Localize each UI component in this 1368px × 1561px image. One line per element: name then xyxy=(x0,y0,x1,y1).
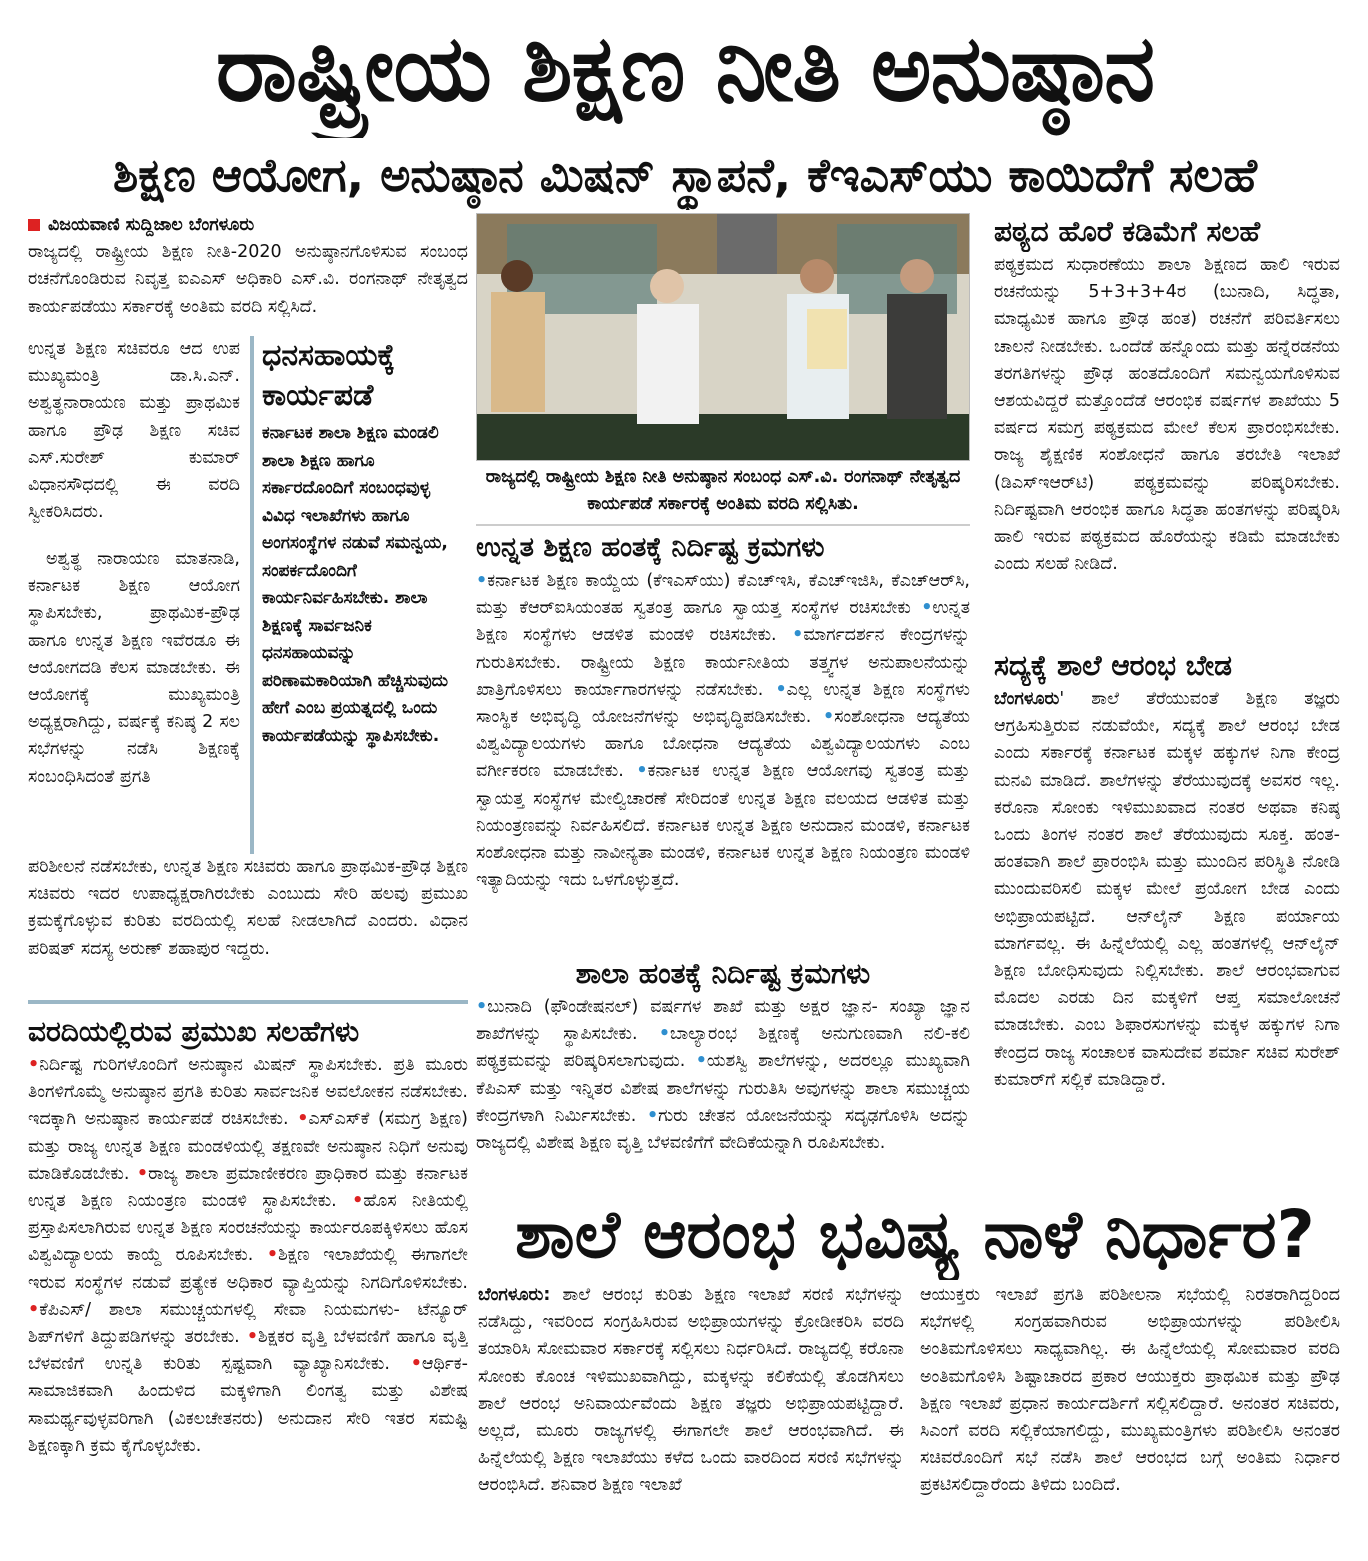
recommendations-title: ವರದಿಯಲ್ಲಿರುವ ಪ್ರಮುಖ ಸಲಹೆಗಳು xyxy=(28,1015,360,1048)
no-school-body: ' ಶಾಲೆ ತೆರೆಯುವಂತೆ ಶಿಕ್ಷಣ ತಜ್ಞರು ಆಗ್ರಹಿಸುತ್ತಿರುವ ನಡುವೆಯೇ, ಸದ್ಯಕ್ಕೆ ಶಾಲೆ ಆರಂಭ ಬೇಡ ಎಂದು ಸರ್ಕಾರಕ್ಕೆ ಕರ್ನಾಟಕ ಮಕ್ಕಳ ಹಕ್ಕುಗಳ ನಿಗಾ ಕೇಂದ್ರ ಮನವಿ ಮಾಡಿದೆ. ಶಾಲೆಗಳನ್ನು ತೆರೆಯುವುದಕ್ಕೆ ಅವಸರ ಇಲ್ಲ. ಕರೊನಾ ಸೋಂಕು ಇಳಿಮುಖವಾದ ನಂತರ ಅಥವಾ ಕನಿಷ್ಠ ಒಂದು ತಿಂಗಳ ನಂತರ ಶಾಲೆ ತೆರೆಯುವುದು ಸೂಕ್ತ. ಹಂತ-ಹಂತವಾಗಿ ಶಾಲೆ ಪ್ರಾರಂಭಿಸಿ ಮತ್ತು ಮುಂದಿನ ಪರಿಸ್ಥಿತಿ ನೋಡಿ ಮುಂದುವರಿಸಲಿ ಮಕ್ಕಳ ಮೇಲೆ ಪ್ರಯೋಗ ಬೇಡ ಎಂದು ಅಭಿಪ್ರಾಯಪಟ್ಟಿದೆ. ಆನ್‌ಲೈನ್ ಶಿಕ್ಷಣ ಪರ್ಯಾಯ ಮಾರ್ಗವಲ್ಲ. ಈ ಹಿನ್ನೆಲೆಯಲ್ಲಿ ಎಲ್ಲ ಹಂತಗಳಲ್ಲಿ ಆನ್‌ಲೈನ್ ಶಿಕ್ಷಣ ಬೋಧಿಸುವುದು ನಿಲ್ಲಿಸಬೇಕು. ಶಾಲೆ ಆರಂಭವಾಗುವ ಮೊದಲ ಎರಡು ದಿನ ಮಕ್ಕಳಿಗೆ ಆಪ್ತ ಸಮಾಲೋಚನೆ ಮಾಡಬೇಕು. ಎಂಬ ಶಿಫಾರಸುಗಳನ್ನು ಮಕ್ಕಳ ಹಕ್ಕುಗಳ ನಿಗಾ ಕೇಂದ್ರದ ರಾಜ್ಯ ಸಂಚಾಲಕ ವಾಸುದೇವ ಶರ್ಮಾ ಸಚಿವ ಸುರೇಶ್ ಕುಮಾರ್‌ಗೆ ಸಲ್ಲಿಕೆ ಮಾಡಿದ್ದಾರೆ. xyxy=(994,689,1340,1090)
sc-item-4: ಗುರು ಚೇತನ ಯೋಜನೆಯನ್ನು ಸದೃಢಗೊಳಿಸಿ ಅದನ್ನು ರಾಜ್ಯದಲ್ಲಿ ವಿಶೇಷ ಶಿಕ್ಷಣ ವೃತ್ತಿ ಬೆಳವಣಿಗೆಗೆ ವೇದಿಕೆಯನ್ನಾಗಿ ರೂಪಿಸಬೇಕು. xyxy=(476,1105,970,1154)
rec-bullet-icon: • xyxy=(28,1299,40,1320)
he-bullet-icon: • xyxy=(636,761,648,782)
rec-item-3: ರಾಜ್ಯ ಶಾಲಾ ಪ್ರಮಾಣೀಕರಣ ಪ್ರಾಧಿಕಾರ ಮತ್ತು ಕರ್ನಾಟಕ ಉನ್ನತ ಶಿಕ್ಷಣ ನಿಯಂತ್ರಣ ಮಂಡಳಿ ಸ್ಥಾಪಿಸಬೇಕು. xyxy=(28,1163,468,1212)
lead-narrow-1-text: ಉನ್ನತ ಶಿಕ್ಷಣ ಸಚಿವರೂ ಆದ ಉಪ ಮುಖ್ಯಮಂತ್ರಿ ಡಾ.ಸಿ.ಎನ್. ಅಶ್ವತ್ಥನಾರಾಯಣ ಮತ್ತು ಪ್ರಾಥಮಿಕ ಹಾಗೂ ಪ್ರೌಢ ಶಿಕ್ಷಣ ಸಚಿವ ಎಸ್.ಸುರೇಶ್ ಕುಮಾರ್ ವಿಧಾನಸೌಧದಲ್ಲಿ ಈ ವರದಿ ಸ್ವೀಕರಿಸಿದರು. xyxy=(28,339,240,523)
rec-bullet-icon: • xyxy=(136,1163,149,1184)
he-bullet-icon: • xyxy=(476,571,488,591)
rec-bullet-icon: • xyxy=(352,1191,364,1212)
curriculum-title: ಪಠ್ಯದ ಹೊರೆ ಕಡಿಮೆಗೆ ಸಲಹೆ xyxy=(994,215,1261,248)
rec-bullet-icon: • xyxy=(246,1327,259,1348)
story2-dateline: ಬೆಂಗಳೂರು: xyxy=(478,1285,551,1305)
he-item-6: ಕರ್ನಾಟಕ ಉನ್ನತ ಶಿಕ್ಷಣ ಆಯೋಗವು ಸ್ವತಂತ್ರ ಮತ್ತು ಸ್ವಾಯತ್ತ ಸಂಸ್ಥೆಗಳ ಮೇಲ್ವಿಚಾರಣೆ ಸೇರಿದಂತೆ ಉನ್ನತ ಶಿಕ್ಷಣ ವಲಯದ ಆಡಳಿತ ಮತ್ತು ನಿಯಂತ್ರಣವನ್ನು ನಿರ್ವಹಿಸಲಿದೆ. ಕರ್ನಾಟಕ ಉನ್ನತ ಶಿಕ್ಷಣ ಅನುದಾನ ಮಂಡಳಿ, ಕರ್ನಾಟಕ ಸಂಶೋಧನಾ ಮತ್ತು ನಾವೀನ್ಯತಾ ಮಂಡಳಿ, ಕರ್ನಾಟಕ ಉನ್ನತ ಶಿಕ್ಷಣ ನಿಯಂತ್ರಣ ಮಂಡಳಿ ಇತ್ಯಾದಿಯನ್ನು ಇದು ಒಳಗೊಳ್ಳುತ್ತದೆ. xyxy=(476,761,970,891)
rec-bullet-icon: • xyxy=(297,1109,309,1130)
lead-continued xyxy=(28,854,468,990)
higher-ed-list xyxy=(476,568,970,948)
recommendations-list xyxy=(28,1052,468,1552)
byline-marker-icon xyxy=(28,219,40,231)
photo-caption: ರಾಜ್ಯದಲ್ಲಿ ರಾಷ್ಟ್ರೀಯ ಶಿಕ್ಷಣ ನೀತಿ ಅನುಷ್ಠಾನ ಸಂಬಂಧ ಎಸ್.ವಿ. ರಂಗನಾಥ್ ನೇತೃತ್ವದ ಕಾರ್ಯಪಡೆ ಸರ್ಕಾರಕ್ಕೆ ಅಂತಿಮ ವರದಿ ಸಲ್ಲಿಸಿತು. xyxy=(485,467,961,514)
photo-illustration xyxy=(477,214,969,460)
rec-item-4: ಹೊಸ ನೀತಿಯಲ್ಲಿ ಪ್ರಸ್ತಾಪಿಸಲಾಗಿರುವ ಉನ್ನತ ಶಿಕ್ಷಣ ಸಂರಚನೆಯನ್ನು ಕಾರ್ಯರೂಪಕ್ಕಿಳಿಸಲು ಹೊಸ ವಿಶ್ವವಿದ್ಯಾಲಯ ಕಾಯ್ದೆ ರೂಪಿಸಬೇಕು. xyxy=(28,1191,468,1266)
sc-item-3: ಯಶಸ್ವಿ ಶಾಲೆಗಳನ್ನು, ಅದರಲ್ಲೂ ಮುಖ್ಯವಾಗಿ ಕೆಪಿಎಸ್ ಮತ್ತು ಇನ್ನಿತರ ವಿಶೇಷ ಶಾಲೆಗಳನ್ನು ಗುರುತಿಸಿ ಅವುಗಳನ್ನು ಶಾಲಾ ಸಮುಚ್ಚಯ ಕೇಂದ್ರಗಳಾಗಿ ನಿರ್ಮಿಸಬೇಕು. xyxy=(476,1051,970,1126)
he-bullet-icon: • xyxy=(921,598,933,619)
sc-item-2: ಬಾಲ್ಯಾರಂಭ ಶಿಕ್ಷಣಕ್ಕೆ ಅನುಗುಣವಾಗಿ ನಲಿ-ಕಲಿ ಪಠ್ಯಕ್ರಮವನ್ನು ಪರಿಷ್ಕರಿಸಲಾಗುವುದು. xyxy=(476,1024,970,1072)
lead-top xyxy=(28,212,468,336)
sc-bullet-icon: • xyxy=(695,1051,707,1072)
center-rule-top xyxy=(476,524,970,526)
story2-col1 xyxy=(478,1282,904,1552)
he-item-2: ಉನ್ನತ ಶಿಕ್ಷಣ ಸಂಸ್ಥೆಗಳು ಆಡಳಿತ ಮಂಡಳಿ ರಚಿಸಬೇಕು. xyxy=(476,598,970,646)
no-school-text xyxy=(994,686,1340,1186)
rec-bullet-icon: • xyxy=(28,1055,40,1075)
sc-bullet-icon: • xyxy=(658,1024,670,1045)
rec-bullet-icon: • xyxy=(266,1245,279,1266)
sc-item-1: ಬುನಾದಿ (ಫೌಂಡೇಷನಲ್) ವರ್ಷಗಳ ಶಾಖೆ ಮತ್ತು ಅಕ್ಷರ ಜ್ಞಾನ- ಸಂಖ್ಯಾ ಜ್ಞಾನ ಶಾಖೆಗಳನ್ನು ಸ್ಥಾಪಿಸಬೇಕು. xyxy=(476,997,970,1045)
funding-box-text: ಕರ್ನಾಟಕ ಶಾಲಾ ಶಿಕ್ಷಣ ಮಂಡಲಿ ಶಾಲಾ ಶಿಕ್ಷಣ ಹಾಗೂ ಸರ್ಕಾರದೊಂದಿಗೆ ಸಂಬಂಧವುಳ್ಳ ವಿವಿಧ ಇಲಾಖೆಗಳು ಹಾಗೂ ಅಂಗಸಂಸ್ಥೆಗಳ ನಡುವೆ ಸಮನ್ವಯ, ಸಂಪರ್ಕದೊಂದಿಗೆ ಕಾರ್ಯನಿರ್ವಹಿಸಬೇಕು. ಶಾಲಾ ಶಿಕ್ಷಣಕ್ಕೆ ಸಾರ್ವಜನಿಕ ಧನಸಹಾಯವನ್ನು ಪರಿಣಾಮಕಾರಿಯಾಗಿ ಹೆಚ್ಚಿಸುವುದು ಹೇಗೆ ಎಂಬ ಪ್ರಯತ್ನದಲ್ಲಿ ಒಂದು ಕಾರ್ಯಪಡೆಯನ್ನು ಸ್ಥಾಪಿಸಬೇಕು. xyxy=(262,423,449,746)
higher-ed-title: ಉನ್ನತ ಶಿಕ್ಷಣ ಹಂತಕ್ಕೆ ನಿರ್ದಿಷ್ಟ ಕ್ರಮಗಳು xyxy=(476,532,825,563)
no-school-title: ಸದ್ಯಕ್ಕೆ ಶಾಲೆ ಆರಂಭ ಬೇಡ xyxy=(994,649,1232,682)
rec-item-1: ನಿರ್ದಿಷ್ಟ ಗುರಿಗಳೊಂದಿಗೆ ಅನುಷ್ಠಾನ ಮಿಷನ್ ಸ್ಥಾಪಿಸಬೇಕು. ಪ್ರತಿ ಮೂರು ತಿಂಗಳಿಗೊಮ್ಮೆ ಅನುಷ್ಠಾನ ಪ್ರಗತಿ ಕುರಿತು ಸಾರ್ವಜನಿಕ ಅವಲೋಕನ ನಡೆಸಬೇಕು. ಇದಕ್ಕಾಗಿ ಅನುಷ್ಠಾನ ಕಾರ್ಯಪಡೆ ರಚಿಸಬೇಕು. xyxy=(28,1055,468,1130)
story2-col1-text: ಶಾಲೆ ಆರಂಭ ಕುರಿತು ಶಿಕ್ಷಣ ಇಲಾಖೆ ಸರಣಿ ಸಭೆಗಳನ್ನು ನಡೆಸಿದ್ದು, ಇವರಿಂದ ಸಂಗ್ರಹಿಸಿರುವ ಅಭಿಪ್ರಾಯಗಳನ್ನು ಕ್ರೋಡೀಕರಿಸಿ ವರದಿ ತಯಾರಿಸಿ ಸೋಮವಾರ ಸರ್ಕಾರಕ್ಕೆ ಸಲ್ಲಿಸಲು ನಿರ್ಧರಿಸಿದೆ. ರಾಜ್ಯದಲ್ಲಿ ಕರೊನಾ ಸೋಂಕು ಕೊಂಚ ಇಳಿಮುಖವಾಗಿದ್ದು, ಮಕ್ಕಳನ್ನು ಕಲಿಕೆಯಲ್ಲಿ ತೊಡಗಿಸಲು ಶಾಲೆ ಆರಂಭ ಅನಿವಾರ್ಯವೆಂದು ಶಿಕ್ಷಣ ತಜ್ಞರು ಅಭಿಪ್ರಾಯಪಟ್ಟಿದ್ದಾರೆ. ಅಲ್ಲದೆ, ಮೂರು ರಾಜ್ಯಗಳಲ್ಲಿ ಈಗಾಗಲೇ ಶಾಲೆ ಆರಂಭವಾಗಿದೆ. ಈ ಹಿನ್ನೆಲೆಯಲ್ಲಿ ಶಿಕ್ಷಣ ಇಲಾಖೆಯು ಕಳೆದ ಒಂದು ವಾರದಿಂದ ಸರಣಿ ಸಭೆಗಳನ್ನು ಆರಂಭಿಸಿದೆ. ಶನಿವಾರ ಶಿಕ್ಷಣ ಇಲಾಖೆ xyxy=(478,1285,904,1496)
lead-intro: ರಾಜ್ಯದಲ್ಲಿ ರಾಷ್ಟ್ರೀಯ ಶಿಕ್ಷಣ ನೀತಿ-2020 ಅನುಷ್ಠಾನಗೊಳಿಸುವ ಸಂಬಂಧ ರಚನೆಗೊಂಡಿರುವ ನಿವೃತ್ತ ಐಎಎಸ್ ಅಧಿಕಾರಿ ಎಸ್.ವಿ. ರಂಗನಾಥ್ ನೇತೃತ್ವದ ಕಾರ್ಯಪಡೆಯು ಸರ್ಕಾರಕ್ಕೆ ಅಂತಿಮ ವರದಿ ಸಲ್ಲಿಸಿದೆ. xyxy=(28,242,468,317)
he-item-4: ಎಲ್ಲ ಉನ್ನತ ಶಿಕ್ಷಣ ಸಂಸ್ಥೆಗಳು ಸಾಂಸ್ಥಿಕ ಅಭಿವೃದ್ಧಿ ಯೋಜನೆಗಳನ್ನು ಅಭಿವೃದ್ಧಿಪಡಿಸಬೇಕು. xyxy=(476,679,970,728)
he-item-5: ಸಂಶೋಧನಾ ಆದ್ಯತೆಯ ವಿಶ್ವವಿದ್ಯಾಲಯಗಳು ಹಾಗೂ ಬೋಧನಾ ಆದ್ಯತೆಯ ವಿಶ್ವವಿದ್ಯಾಲಯಗಳು ಎಂಬ ವರ್ಗೀಕರಣ ಮಾಡಬೇಕು. xyxy=(476,707,970,782)
he-bullet-icon: • xyxy=(775,679,787,700)
page-subheadline: ಶಿಕ್ಷಣ ಆಯೋಗ, ಅನುಷ್ಠಾನ ಮಿಷನ್ ಸ್ಥಾಪನೆ, ಕೆಇಎಸ್‌ಯು ಕಾಯಿದೆಗೆ ಸಲಹೆ xyxy=(113,148,1257,202)
he-bullet-icon: • xyxy=(822,707,835,728)
box-rule xyxy=(250,336,254,854)
funding-box-title: ಧನಸಹಾಯಕ್ಕೆ ಕಾರ್ಯಪಡೆ xyxy=(262,338,396,413)
byline xyxy=(28,212,468,239)
school-list xyxy=(476,994,970,1184)
sc-bullet-icon: • xyxy=(646,1105,659,1126)
lead-narrow-1 xyxy=(28,336,240,532)
he-item-1: ಕರ್ನಾಟಕ ಶಿಕ್ಷಣ ಕಾಯ್ದೆಯ (ಕೆಇಎಸ್‌ಯು) ಕೆಎಚ್‌ಇಸಿ, ಕೆಎಚ್‌ಇಜಿಸಿ, ಕೆಎಚ್‌ಆರ್‌ಸಿ, ಮತ್ತು ಕೆಆರ್‌ಐಸಿಯಂತಹ ಸ್ವತಂತ್ರ ಹಾಗೂ ಸ್ವಾಯತ್ತ ಸಂಸ್ಥೆಗಳ ರಚಿಸಬೇಕು xyxy=(476,571,970,619)
rec-item-7: ಶಿಕ್ಷಕರ ವೃತ್ತಿ ಬೆಳವಣಿಗೆ ಹಾಗೂ ವೃತ್ತಿ ಬೆಳವಣಿಗೆ ಉನ್ನತಿ ಕುರಿತು ಸ್ಪಷ್ಟವಾಗಿ ವ್ಯಾಖ್ಯಾನಿಸಬೇಕು. xyxy=(28,1327,468,1375)
rec-item-5: ಶಿಕ್ಷಣ ಇಲಾಖೆಯಲ್ಲಿ ಈಗಾಗಲೇ ಇರುವ ಸಂಸ್ಥೆಗಳ ನಡುವೆ ಪ್ರತ್ಯೇಕ ಅಧಿಕಾರ ವ್ಯಾಪ್ತಿಯನ್ನು ನಿಗದಿಗೊಳಿಸಬೇಕು. xyxy=(28,1245,468,1293)
lead-narrow-2-text: ಅಶ್ವತ್ಥ ನಾರಾಯಣ ಮಾತನಾಡಿ, ಕರ್ನಾಟಕ ಶಿಕ್ಷಣ ಆಯೋಗ ಸ್ಥಾಪಿಸಬೇಕು, ಪ್ರಾಥಮಿಕ-ಪ್ರೌಢ ಹಾಗೂ ಉನ್ನತ ಶಿಕ್ಷಣ ಇವೆರಡೂ ಈ ಆಯೋಗದಡಿ ಕೆಲಸ ಮಾಡಬೇಕು. ಈ ಆಯೋಗಕ್ಕೆ ಮುಖ್ಯಮಂತ್ರಿ ಅಧ್ಯಕ್ಷರಾಗಿದ್ದು, ವರ್ಷಕ್ಕೆ ಕನಿಷ್ಠ 2 ಸಲ ಸಭೆಗಳನ್ನು ನಡೆಸಿ ಶಿಕ್ಷಣಕ್ಕೆ ಸಂಬಂಧಿಸಿದಂತೆ ಪ್ರಗತಿ xyxy=(28,549,240,787)
page-headline: ರಾಷ್ಟ್ರೀಯ ಶಿಕ್ಷಣ ನೀತಿ ಅನುಷ್ಠಾನ xyxy=(215,15,1155,122)
byline-text: ವಿಜಯವಾಣಿ ಸುದ್ದಿಜಾಲ ಬೆಂಗಳೂರು xyxy=(48,215,255,235)
lead-narrow-2 xyxy=(28,546,240,852)
he-bullet-icon: • xyxy=(792,625,804,646)
left-section-rule xyxy=(28,1000,468,1004)
rec-bullet-icon: • xyxy=(410,1354,422,1375)
lead-continued-text: ಪರಿಶೀಲನೆ ನಡೆಸಬೇಕು, ಉನ್ನತ ಶಿಕ್ಷಣ ಸಚಿವರು ಹಾಗೂ ಪ್ರಾಥಮಿಕ-ಪ್ರೌಢ ಶಿಕ್ಷಣ ಸಚಿವರು ಇದರ ಉಪಾಧ್ಯಕ್ಷರಾಗಿರಬೇಕು ಎಂಬುದು ಸೇರಿ ಹಲವು ಪ್ರಮುಖ ಕ್ರಮಕ್ಕೆಗೊಳ್ಳುವ ಕುರಿತು ವರದಿಯಲ್ಲಿ ಸಲಹೆ ನೀಡಲಾಗಿದೆ ಎಂದರು. ವಿಧಾನ ಪರಿಷತ್ ಸದಸ್ಯ ಅರುಣ್ ಶಹಾಪುರ ಇದ್ದರು. xyxy=(28,857,468,959)
story2-headline: ಶಾಲೆ ಆರಂಭ ಭವಿಷ್ಯ ನಾಳೆ ನಿರ್ಧಾರ? xyxy=(515,1196,1315,1273)
sc-bullet-icon: • xyxy=(476,997,488,1017)
rec-item-2: ಎಸ್‌ಎಸ್‌ಕೆ (ಸಮಗ್ರ ಶಿಕ್ಷಣ) ಮತ್ತು ರಾಜ್ಯ ಉನ್ನತ ಶಿಕ್ಷಣ ಮಂಡಳಿಯಲ್ಲಿ ತಕ್ಷಣವೇ ಅನುಷ್ಠಾನ ನಿಧಿಗೆ ಅನುವು ಮಾಡಿಕೊಡಬೇಕು. xyxy=(28,1109,468,1184)
story2-col2: ಆಯುಕ್ತರು ಇಲಾಖೆ ಪ್ರಗತಿ ಪರಿಶೀಲನಾ ಸಭೆಯಲ್ಲಿ ನಿರತರಾಗಿದ್ದರಿಂದ ಸಭೆಗಳಲ್ಲಿ ಸಂಗ್ರಹವಾಗಿರುವ ಅಭಿಪ್ರಾಯಗಳನ್ನು ಪರಿಶೀಲಿಸಿ ಅಂತಿಮಗೊಳಿಸಲು ಸಾಧ್ಯವಾಗಿಲ್ಲ. ಈ ಹಿನ್ನೆಲೆಯಲ್ಲಿ ಸೋಮವಾರ ವರದಿ ಅಂತಿಮಗೊಳಿಸಿ ಶಿಷ್ಟಾಚಾರದ ಪ್ರಕಾರ ಆಯುಕ್ತರು ಪ್ರಾಥಮಿಕ ಮತ್ತು ಪ್ರೌಢ ಶಿಕ್ಷಣ ಇಲಾಖೆ ಪ್ರಧಾನ ಕಾರ್ಯದರ್ಶಿಗೆ ಸಲ್ಲಿಸಲಿದ್ದಾರೆ. ಅನಂತರ ಸಚಿವರು, ಸಿಎಂಗೆ ವರದಿ ಸಲ್ಲಿಕೆಯಾಗಲಿದ್ದು, ಮುಖ್ಯಮಂತ್ರಿಗಳು ಪರಿಶೀಲಿಸಿ ಅನಂತರ ಸಚಿವರೊಂದಿಗೆ ಸಭೆ ನಡೆಸಿ ಶಾಲೆ ಆರಂಭದ ಬಗ್ಗೆ ಅಂತಿಮ ನಿರ್ಧಾರ ಪ್ರಕಟಿಸಲಿದ್ದಾರೆಂದು ತಿಳಿದು ಬಂದಿದೆ. xyxy=(920,1285,1340,1496)
no-school-dateline: ಬೆಂಗಳೂರು xyxy=(994,689,1060,709)
he-item-3: ಮಾರ್ಗದರ್ಶನ ಕೇಂದ್ರಗಳನ್ನು ಗುರುತಿಸಬೇಕು. ರಾಷ್ಟ್ರೀಯ ಶಿಕ್ಷಣ ಕಾರ್ಯನೀತಿಯ ತತ್ತ್ವಗಳ ಅನುಪಾಲನೆಯನ್ನು ಖಾತ್ರಿಗೊಳಿಸಲು ಕಾರ್ಯಾಗಾರಗಳನ್ನು ನಡೆಸಬೇಕು. xyxy=(476,625,970,700)
news-photo xyxy=(476,213,970,461)
funding-box xyxy=(262,336,462,854)
school-title: ಶಾಲಾ ಹಂತಕ್ಕೆ ನಿರ್ದಿಷ್ಟ ಕ್ರಮಗಳು xyxy=(575,957,871,990)
curriculum-text: ಪಠ್ಯಕ್ರಮದ ಸುಧಾರಣೆಯು ಶಾಲಾ ಶಿಕ್ಷಣದ ಹಾಲಿ ಇರುವ ರಚನೆಯನ್ನು 5+3+3+4ರ (ಬುನಾದಿ, ಸಿದ್ಧತಾ, ಮಾಧ್ಯಮಿಕ ಹಾಗೂ ಪ್ರೌಢ ಹಂತ) ರಚನೆಗೆ ಪರಿವರ್ತಿಸಲು ಚಾಲನೆ ನೀಡಬೇಕು. ಒಂದೆಡೆ ಹನ್ನೊಂದು ಮತ್ತು ಹನ್ನೆರಡನೆಯ ತರಗತಿಗಳನ್ನು ಪ್ರೌಢ ಹಂತದೊಂದಿಗೆ ಸಮನ್ವಯಗೊಳಿಸುವ ಆಶಯವಿದ್ದರೆ ಮತ್ತೊಂದೆಡೆ ಆರಂಭಿಕ ವರ್ಷಗಳ ಶಾಖೆಯು 5 ವರ್ಷದ ಸಮಗ್ರ ಪಠ್ಯಕ್ರಮದ ಮೇಲೆ ಕೆಲಸ ಪ್ರಾರಂಭಿಸಬೇಕು. ರಾಜ್ಯ ಶೈಕ್ಷಣಿಕ ಸಂಶೋಧನೆ ಹಾಗೂ ತರಬೇತಿ ಇಲಾಖೆ (ಡಿಎಸ್‌ಇಆರ್‌ಟಿ) ಪಠ್ಯಕ್ರಮವನ್ನು ಪರಿಷ್ಕರಿಸಬೇಕು. ನಿರ್ದಿಷ್ಟವಾಗಿ ಆರಂಭಿಕ ಹಾಗೂ ಸಿದ್ಧತಾ ಹಂತಗಳನ್ನು ಪರಿಷ್ಕರಿಸಿ ಹಾಲಿ ಇರುವ ಪಠ್ಯಕ್ರಮದ ಹೊರೆಯನ್ನು ಕಡಿಮೆ ಮಾಡಬೇಕು ಎಂದು ಸಲಹೆ ನೀಡಿದೆ. xyxy=(994,255,1340,575)
rec-item-6: ಕೆಪಿಎಸ್/ ಶಾಲಾ ಸಮುಚ್ಚಯಗಳಲ್ಲಿ ಸೇವಾ ನಿಯಮಗಳು- ಟೆನ್ಯೂರ್ ಶಿಪ್‌ಗಳಿಗೆ ತಿದ್ದುಪಡಿಗಳನ್ನು ತರಬೇಕು. xyxy=(28,1299,468,1348)
rec-item-8: ಆರ್ಥಿಕ- ಸಾಮಾಜಿಕವಾಗಿ ಹಿಂದುಳಿದ ಮಕ್ಕಳಿಗಾಗಿ ಲಿಂಗತ್ವ ಮತ್ತು ವಿಶೇಷ ಸಾಮರ್ಥ್ಯವುಳ್ಳವರಿಗಾಗಿ (ವಿಕಲಚೇತನರು) ಅನುದಾನ ಸೇರಿ ಇತರ ಸಮಷ್ಟಿ ಶಿಕ್ಷಣಕ್ಕಾಗಿ ಕ್ರಮ ಕೈಗೊಳ್ಳಬೇಕು. xyxy=(28,1354,468,1456)
